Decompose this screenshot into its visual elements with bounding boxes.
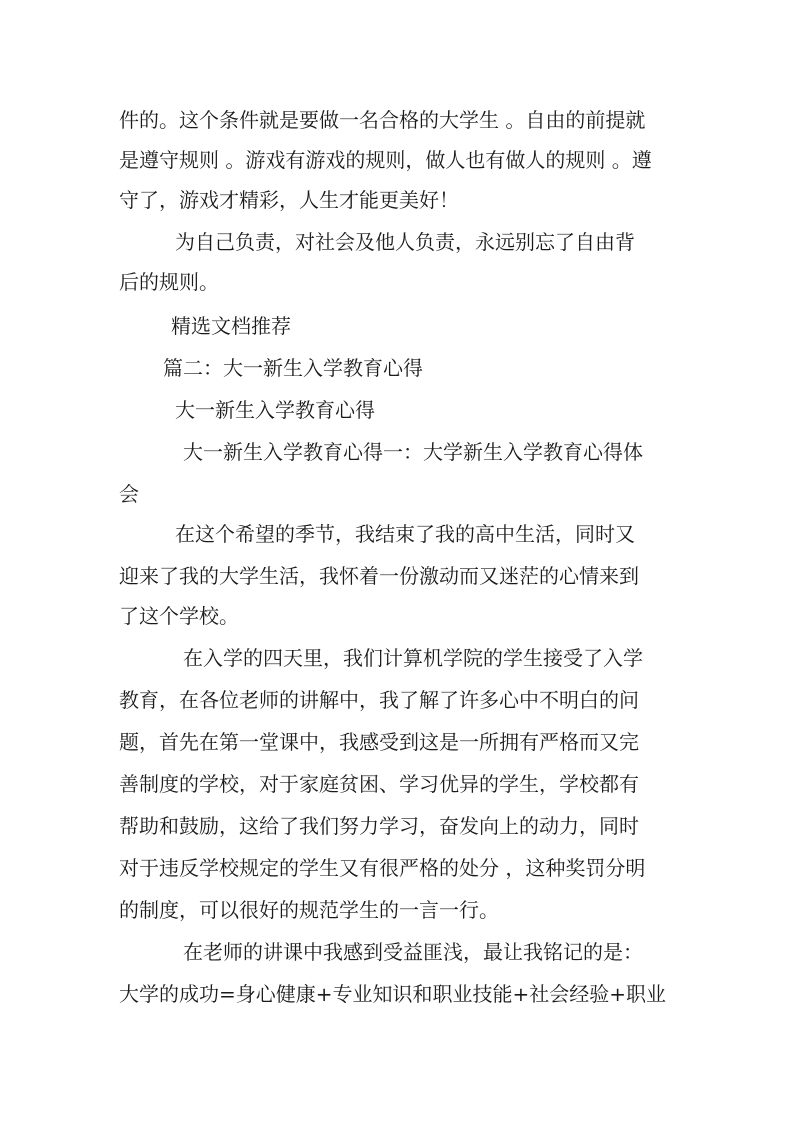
- text-line: 善制度的学校，对于家庭贫困、学习优异的学生，学校都有: [119, 772, 639, 796]
- text-line: 的制度，可以很好的规范学生的一言一行。: [119, 898, 499, 922]
- text-line: 会: [119, 482, 139, 506]
- text-line: 对于违反学校规定的学生又有很严格的处分 ，这种奖罚分明: [119, 856, 646, 880]
- text-line: 在这个希望的季节，我结束了我的高中生活，同时又: [175, 522, 635, 546]
- article-title: 大一新生入学教育心得: [175, 398, 375, 422]
- text-line: 是遵守规则 。游戏有游戏的规则，做人也有做人的规则 。遵: [119, 148, 652, 172]
- text-line: 迎来了我的大学生活，我怀着一份激动而又迷茫的心情来到: [119, 564, 639, 588]
- section-heading: 篇二：大一新生入学教育心得: [163, 356, 423, 380]
- text-line: 在老师的讲课中我感到受益匪浅，最让我铭记的是：: [183, 940, 643, 964]
- text-line: 大一新生入学教育心得一：大学新生入学教育心得体: [183, 440, 643, 464]
- text-line: 教育，在各位老师的讲解中，我了解了许多心中不明白的问: [119, 688, 639, 712]
- text-line: 后的规则。: [119, 270, 219, 294]
- text-line: 为自己负责，对社会及他人负责，永远别忘了自由背: [175, 230, 635, 254]
- text-line: 在入学的四天里，我们计算机学院的学生接受了入学: [183, 646, 643, 670]
- text-line: 件的。这个条件就是要做一名合格的大学生 。自由的前提就: [119, 108, 646, 132]
- section-label: 精选文档推荐: [171, 314, 291, 338]
- text-line: 题，首先在第一堂课中，我感受到这是一所拥有严格而又完: [119, 730, 639, 754]
- text-line: 帮助和鼓励，这给了我们努力学习，奋发向上的动力，同时: [119, 814, 639, 838]
- text-line: 守了，游戏才精彩，人生才能更美好！: [119, 188, 459, 212]
- text-line: 了这个学校。: [119, 604, 239, 628]
- text-line: 大学的成功=身心健康+专业知识和职业技能+社会经验+职业: [119, 982, 667, 1006]
